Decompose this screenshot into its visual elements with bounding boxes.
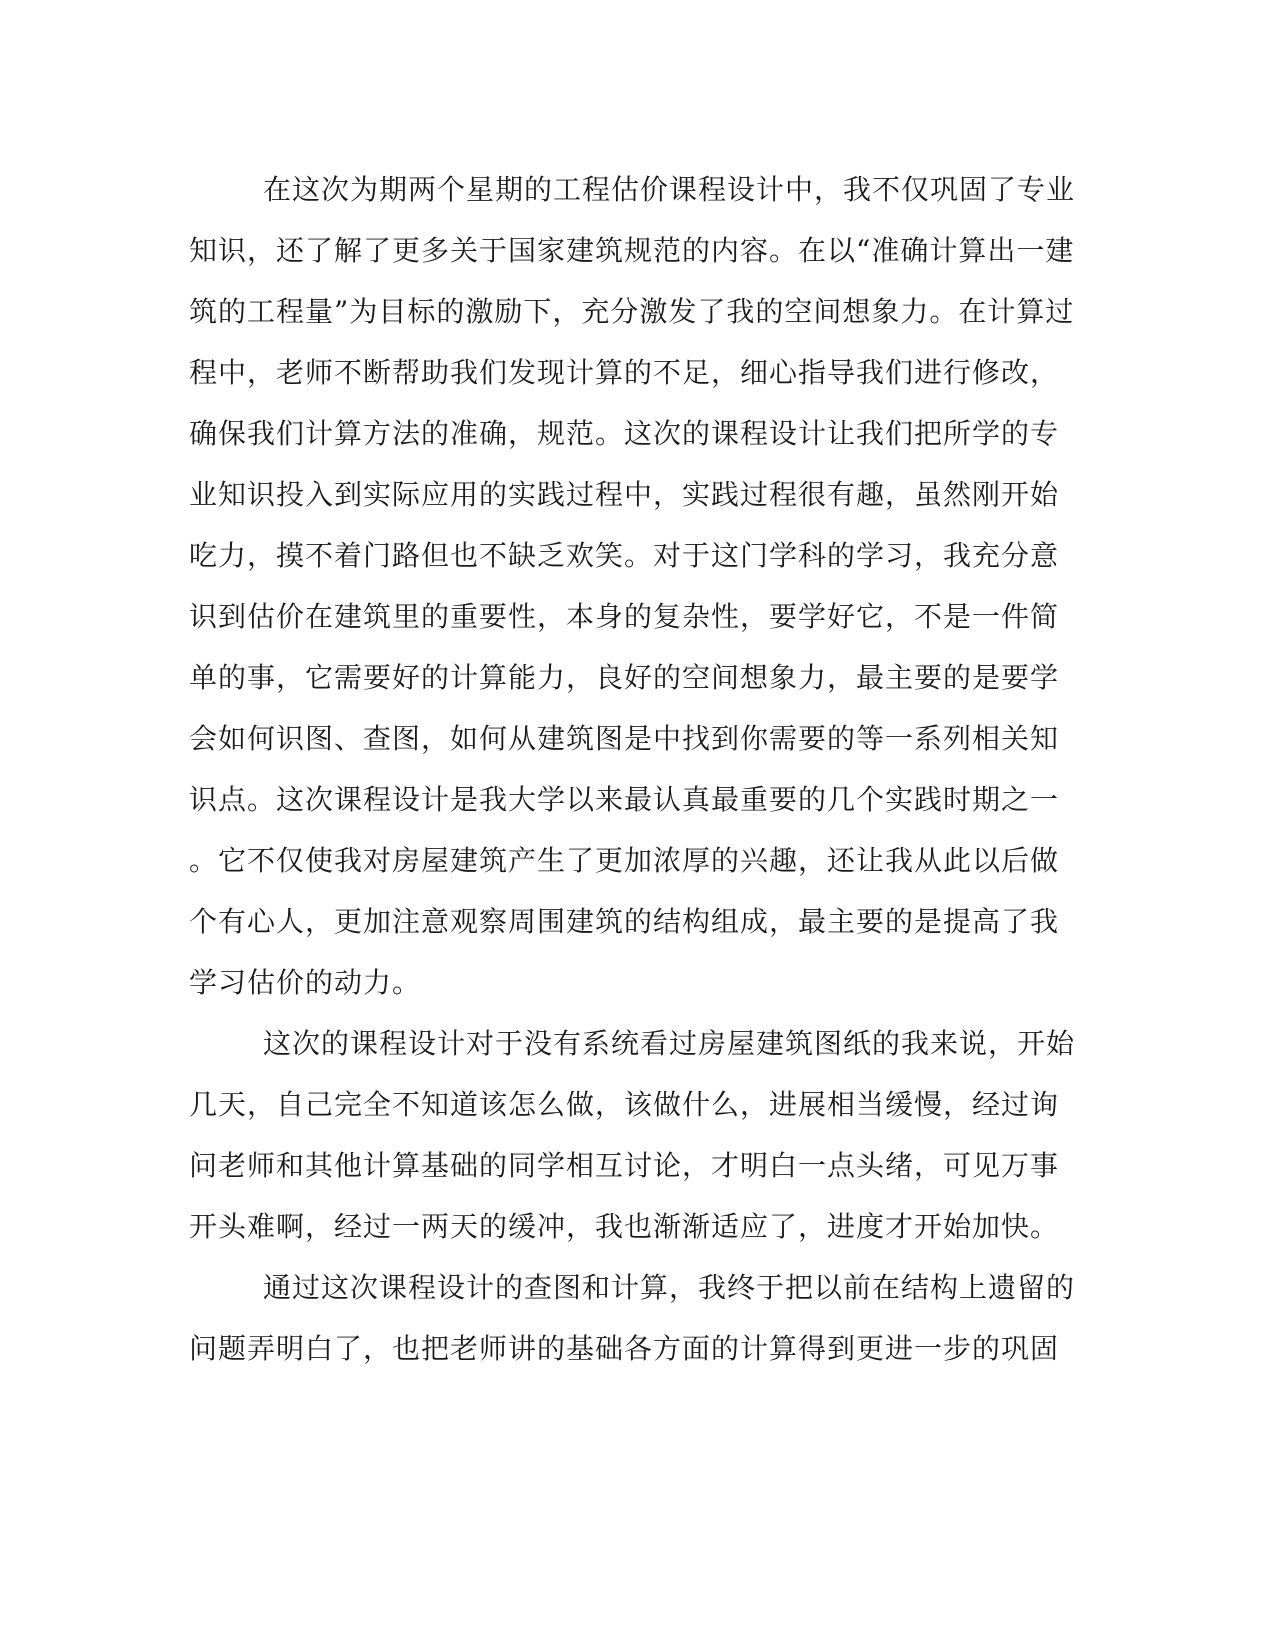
text-line: 通过这次课程设计的查图和计算，我终于把以前在结构上遗留的 <box>263 1271 1076 1304</box>
text-line: 这次的课程设计对于没有系统看过房屋建筑图纸的我来说，开始 <box>263 1027 1076 1060</box>
document-body <box>189 159 1079 1379</box>
text-line: 个有心人，更加注意观察周围建筑的结构组成，最主要的是提高了我 <box>189 905 1060 938</box>
text-line: 几天，自己完全不知道该怎么做，该做什么，进展相当缓慢，经过询 <box>189 1088 1060 1121</box>
text-line: 问题弄明白了，也把老师讲的基础各方面的计算得到更进一步的巩固 <box>189 1332 1060 1365</box>
text-line: 开头难啊，经过一两天的缓冲，我也渐渐适应了，进度才开始加快。 <box>189 1210 1060 1243</box>
text-line: 吃力，摸不着门路但也不缺乏欢笑。对于这门学科的学习，我充分意 <box>189 539 1060 572</box>
text-line: 会如何识图、查图，如何从建筑图是中找到你需要的等一系列相关知 <box>189 722 1060 755</box>
text-line: 确保我们计算方法的准确，规范。这次的课程设计让我们把所学的专 <box>189 417 1060 450</box>
text-line: 业知识投入到实际应用的实践过程中，实践过程很有趣，虽然刚开始 <box>189 478 1060 511</box>
paragraph-1 <box>189 159 1079 1013</box>
paragraph-3 <box>189 1257 1079 1379</box>
paragraph-2 <box>189 1013 1079 1257</box>
text-line: 知识，还了解了更多关于国家建筑规范的内容。在以“准确计算出一建 <box>189 234 1075 267</box>
text-line: 学习估价的动力。 <box>189 966 422 999</box>
text-line: 识点。这次课程设计是我大学以来最认真最重要的几个实践时期之一 <box>189 783 1060 816</box>
text-line: 识到估价在建筑里的重要性，本身的复杂性，要学好它，不是一件简 <box>189 600 1060 633</box>
text-line: 问老师和其他计算基础的同学相互讨论，才明白一点头绪，可见万事 <box>189 1149 1060 1182</box>
text-line: 单的事，它需要好的计算能力，良好的空间想象力，最主要的是要学 <box>189 661 1060 694</box>
text-line: 。它不仅使我对房屋建筑产生了更加浓厚的兴趣，还让我从此以后做 <box>189 844 1060 877</box>
text-line: 在这次为期两个星期的工程估价课程设计中，我不仅巩固了专业 <box>263 173 1076 206</box>
text-line: 程中，老师不断帮助我们发现计算的不足，细心指导我们进行修改， <box>189 356 1060 389</box>
text-line: 筑的工程量”为目标的激励下，充分激发了我的空间想象力。在计算过 <box>189 295 1075 328</box>
